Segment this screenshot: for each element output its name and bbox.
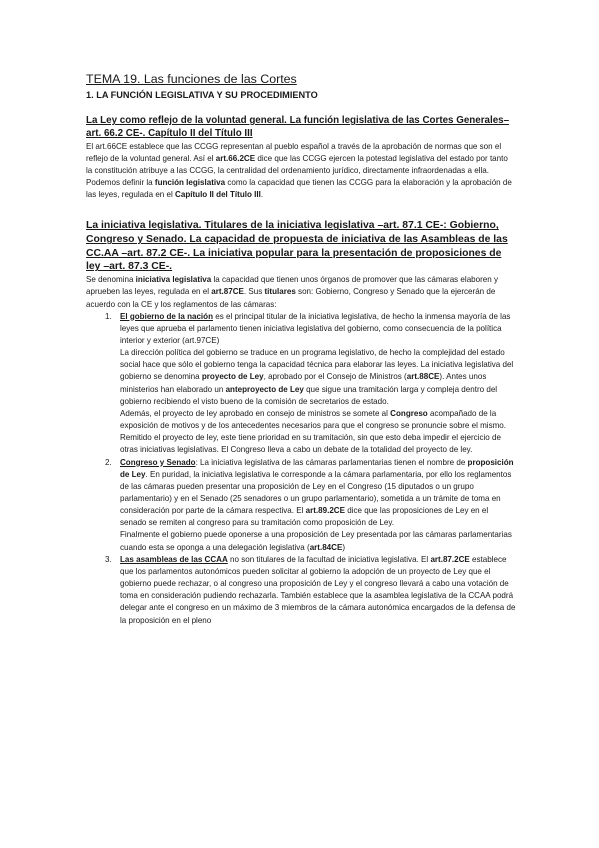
section2-intro: Se denomina iniciativa legislativa la capacidad que tienen unos órganos de promover que las cámaras elaboren y aprueben las leyes, regulada en el art.87CE. Sus titulares son: Gobierno, Congreso y Senado que la ejercerán de acuerdo con la CE y los reglamentos de las cámaras: bbox=[86, 275, 499, 309]
list-number: 3. bbox=[105, 554, 112, 564]
list-item-congreso-senado: 2. Congreso y Senado: La iniciativa legislativa de las cámaras parlamentarias tienen el nombre de proposición de Ley. En puridad, la iniciativa legislativa le corresponde a la cámara parlamentaria, por ello los reglamentos de las cámaras pueden presentar una proposición de Ley en el Congreso (15 diputados o un grupo parlamentario) y en el Senado (25 senadores o un grupo parlamentario), sometida a un trámite de toma en consideración por parte de la cámara respectiva. El art.89.2CE dice que las proposiciones de Ley en el senado se remiten al congreso para su tramitación como proposición de Ley. Finalmente el gobierno puede oponerse a una proposición de Ley presentada por las cámaras parlamentarias cuando esta se oponga a una delegación legislativa (art.84CE) bbox=[105, 457, 514, 552]
titulares-list bbox=[86, 311, 516, 627]
section1-paragraph-1: El art.66CE establece que las CCGG representan al pueblo español a través de la aprobación de normas que son el reflejo de la voluntad general. Así el art.66.2CE dice que las CCGG ejercen la potestad legislativa del estado por tanto la constitución atribuye a las CCGG, la centralidad del ordenamiento jurídico, directamente infraordenadas a ella. bbox=[86, 141, 508, 175]
section1-heading: La Ley como reflejo de la voluntad general. La función legislativa de las Cortes Generales–art. 66.2 CE-. Capítulo II del Título III bbox=[86, 115, 510, 140]
section1-paragraph-2: Podemos definir la función legislativa como la capacidad que tienen las CCGG para la elaboración y la aprobación de las leyes, regulada en el Capítulo II del Título III. bbox=[86, 178, 512, 200]
item-lead: El gobierno de la nación bbox=[120, 311, 213, 321]
page-title: TEMA 19. Las funciones de las Cortes bbox=[86, 72, 297, 86]
item-lead: Congreso y Senado bbox=[120, 457, 196, 467]
list-item-asambleas-ccaa: 3. Las asambleas de las CCAA no son titulares de la facultad de iniciativa legislativa. El art.87.2CE establece que los parlamentos autonómicos pueden solicitar al gobierno la adopción de un proyecto de Ley que el gobierno puede rechazar, o al congreso una proposición de Ley y el congreso llevará a cabo una votación de toma en consideración pudiendo rechazarla. También establece que la asamblea legislativa de la CCAA podrá delegar ante el congreso en un máximo de 3 miembros de la cámara autonómica encargados de la defensa de la proposición en el pleno bbox=[105, 554, 516, 625]
section-number-title: 1. LA FUNCIÓN LEGISLATIVA Y SU PROCEDIMIENTO bbox=[86, 90, 318, 100]
item-lead: Las asambleas de las CCAA bbox=[120, 554, 228, 564]
section2-heading: La iniciativa legislativa. Titulares de la iniciativa legislativa –art. 87.1 CE-: Gobierno, Congreso y Senado. La capacidad de propuesta de iniciativa de las Asambleas de las CC.AA –art. 87.2 CE-. La iniciativa popular para la presentación de proposiciones de ley –art. 87.3 CE-. bbox=[86, 220, 508, 273]
list-number: 1. bbox=[105, 311, 112, 321]
list-number: 2. bbox=[105, 457, 112, 467]
list-item-gobierno: 1. El gobierno de la nación es el principal titular de la iniciativa legislativa, de hecho la inmensa mayoría de las leyes que aprueba el parlamento tienen iniciativa legislativa del gobierno, como consecuencia de la política interior y exterior (art.97CE) La dirección política del gobierno se traduce en un programa legislativo, de hecho la complejidad del estado social hace que sólo el gobierno tenga la capacidad técnica para elaborar las leyes. La iniciativa legislativa del gobierno se denomina proyecto de Ley, aprobado por el Consejo de Ministros (art.88CE). Antes unos ministerios han elaborado un anteproyecto de Ley que sigue una tramitación larga y compleja dentro del gobierno recibiendo el visto bueno de la comisión de secretarios de estado. Además, el proyecto de ley aprobado en consejo de ministros se somete al Congreso acompañado de la exposición de motivos y de los antecedentes necesarios para que el congreso se pronuncie sobre el mismo. Remitido el proyecto de ley, este tiene prioridad en su tramitación, sin que esto deba impedir el ejercicio de otras iniciativas legislativas. El Congreso lleva a cabo un debate de la totalidad del proyecto de ley. bbox=[105, 311, 514, 455]
document-page bbox=[86, 72, 516, 627]
